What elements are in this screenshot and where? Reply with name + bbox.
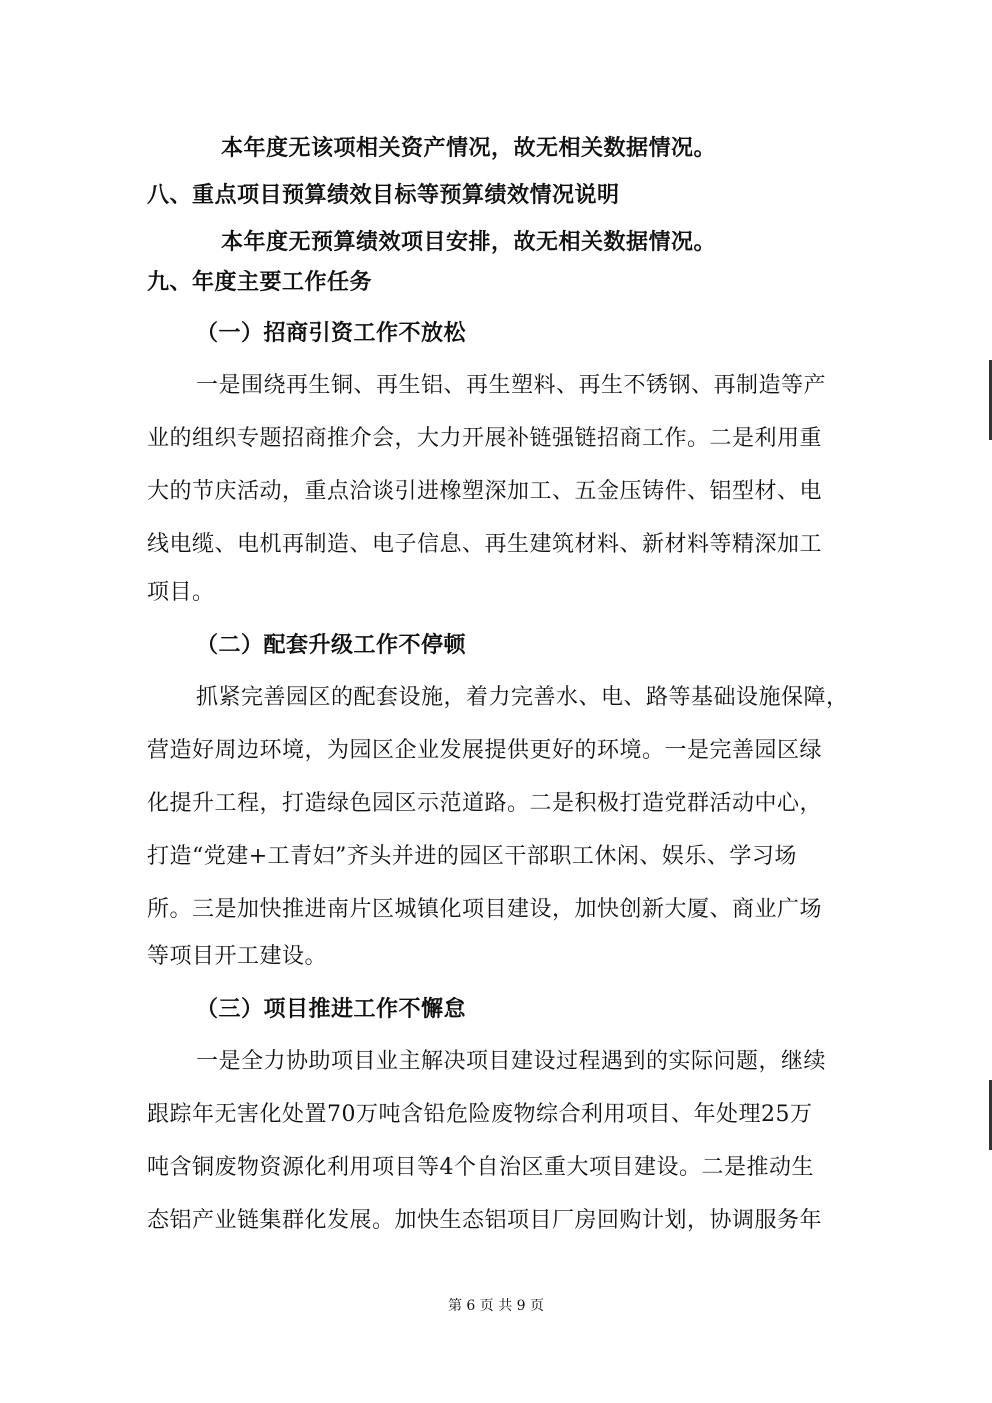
section-heading-9: 九、年度主要工作任务 [147, 269, 373, 295]
paragraph-line: 跟踪年无害化处置70万吨含铅危险废物综合利用项目、年处理25万 [147, 1102, 813, 1127]
paragraph-line: 大的节庆活动，重点洽谈引进橡塑深加工、五金压铸件、铝型材、电 [147, 479, 823, 504]
subsection-heading-1: （一）招商引资工作不放松 [196, 320, 467, 346]
paragraph-line: 等项目开工建设。 [147, 944, 328, 969]
page-number-footer: 第 6 页 共 9 页 [447, 1298, 545, 1314]
paragraph-no-assets: 本年度无该项相关资产情况，故无相关数据情况。 [221, 135, 717, 161]
paragraph-line: 业的组织专题招商推介会，大力开展补链强链招商工作。二是利用重 [147, 426, 823, 451]
paragraph-line: 抓紧完善园区的配套设施，着力完善水、电、路等基础设施保障， [196, 685, 849, 710]
paragraph-line: 态铝产业链集群化发展。加快生态铝项目厂房回购计划，协调服务年 [147, 1208, 823, 1233]
subsection-heading-3: （三）项目推进工作不懈怠 [196, 996, 467, 1022]
paragraph-line: 打造“党建+工青妇”齐头并进的园区干部职工休闲、娱乐、学习场 [147, 844, 797, 869]
subsection-heading-2: （二）配套升级工作不停顿 [196, 632, 467, 658]
paragraph-line: 化提升工程，打造绿色园区示范道路。二是积极打造党群活动中心， [147, 791, 823, 816]
paragraph-no-performance-projects: 本年度无预算绩效项目安排，故无相关数据情况。 [221, 229, 717, 255]
section-heading-8: 八、重点项目预算绩效目标等预算绩效情况说明 [147, 182, 620, 208]
paragraph-line: 营造好周边环境，为园区企业发展提供更好的环境。一是完善园区绿 [147, 738, 823, 763]
paragraph-line: 一是围绕再生铜、再生铝、再生塑料、再生不锈钢、再制造等产 [196, 373, 827, 398]
paragraph-line: 吨含铜废物资源化利用项目等4个自治区重大项目建设。二是推动生 [147, 1155, 814, 1180]
paragraph-line: 项目。 [147, 580, 215, 605]
paragraph-line: 线电缆、电机再制造、电子信息、再生建筑材料、新材料等精深加工 [147, 532, 823, 557]
paragraph-line: 一是全力协助项目业主解决项目建设过程遇到的实际问题，继续 [196, 1049, 827, 1074]
paragraph-line: 所。三是加快推进南片区城镇化项目建设，加快创新大厦、商业广场 [147, 897, 823, 922]
